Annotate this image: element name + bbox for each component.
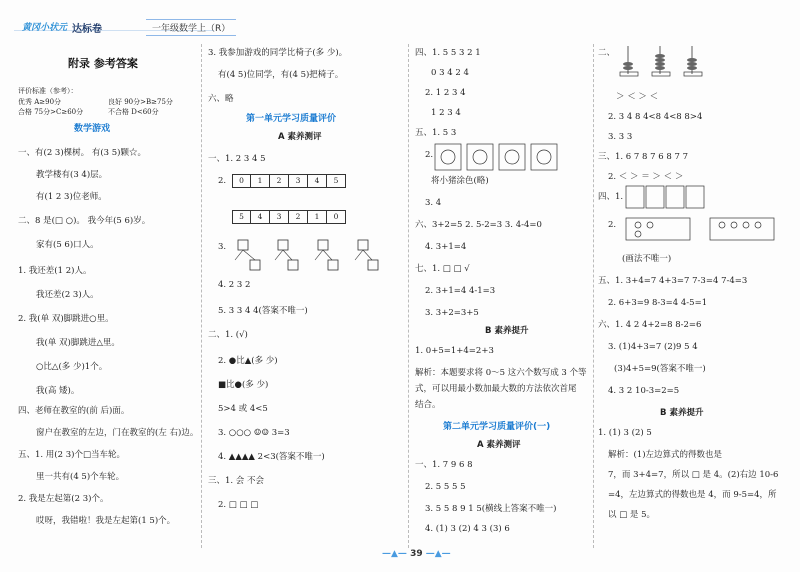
column-3 — [415, 44, 595, 552]
answer-line: 2. — [218, 176, 227, 186]
column-divider — [408, 44, 409, 548]
answer-line: 二、1. (√) — [208, 330, 248, 340]
answer-line: 1 2 3 4 — [431, 108, 461, 118]
grade-label: 一年级数学上（R） — [146, 19, 236, 36]
cell: 0 — [327, 210, 346, 224]
cell: 5 — [232, 210, 251, 224]
criteria-a: 优秀 A≥90分 — [18, 98, 62, 106]
brand-subtitle: 达标卷 — [72, 24, 102, 35]
answer-line: 结合。 — [415, 400, 441, 410]
cell: 5 — [327, 174, 346, 188]
cell: 1 — [308, 210, 327, 224]
answer-line: 3. 3 3 — [608, 132, 633, 142]
answer-line: 五、1. 5 3 — [415, 128, 457, 138]
subsection-a: A 素养测评 — [477, 440, 521, 450]
answer-line: 5>4 或 4<5 — [218, 404, 268, 414]
answer-line: 一、有(2 3)棵树。 有(3 5)颗☆。 — [18, 148, 147, 158]
answer-line: 四、老师在教室的(前 后)面。 — [18, 406, 130, 416]
cell: 3 — [270, 210, 289, 224]
subsection-b: B 素养提升 — [660, 408, 704, 418]
answer-line: 1. 0+5=1+4=2+3 — [415, 346, 494, 356]
brand-logo: 黄冈小状元 — [22, 23, 68, 33]
page-number — [382, 549, 451, 559]
page-number-value: 39 — [410, 549, 423, 559]
answer-line: 3. 5 5 8 9 1 5(横线上答案不唯一) — [425, 504, 557, 514]
answer-line: 窗户在教室的左边，门在教室的(左 右)边。 — [36, 428, 199, 438]
answer-line: 我还差(2 3)人。 — [36, 290, 99, 300]
answer-line: 2. 我是左起第(2 3)个。 — [18, 494, 109, 504]
answer-line: 0 3 4 2 4 — [431, 68, 469, 78]
number-line-cells — [232, 174, 346, 188]
answer-line: 3. 4 — [425, 198, 442, 208]
answer-line: 4. 2 3 2 — [218, 280, 251, 290]
column-4 — [598, 44, 783, 552]
subsection-b: B 素养提升 — [485, 326, 529, 336]
answer-line: =4，左边算式的得数也是 4，而 9-5=4，所 — [608, 490, 777, 500]
answer-line: (画法不唯一) — [622, 254, 672, 264]
answer-line: 教学楼有(3 4)层。 — [36, 170, 108, 180]
appendix-title: 附录 参考答案 — [68, 57, 138, 70]
answer-line: 2. 3+1=4 4-1=3 — [425, 286, 496, 296]
criteria-label: 评价标准（参考）： — [18, 87, 78, 95]
answer-line: 2. ＜ ＞ ＝ ＞ ＜ ＞ — [608, 172, 684, 182]
subsection-a: A 素养测评 — [278, 132, 322, 142]
answer-line: ■比●(多 少) — [218, 380, 269, 390]
answer-line: 一、1. 2 3 4 5 — [208, 154, 266, 164]
answer-line: 解析：(1)左边算式的得数也是 — [608, 450, 723, 460]
answer-line: 2. 6+3=9 8-3=4 4-5=1 — [608, 298, 708, 308]
answer-line: 三、1. 会 不会 — [208, 476, 265, 486]
cell: 0 — [232, 174, 251, 188]
answer-line: 3. — [218, 242, 227, 252]
answer-line: 4. 3 2 10-3=2=5 — [608, 386, 680, 396]
answer-line: 4. (1) 3 (2) 4 3 (3) 6 — [425, 524, 510, 534]
answer-line: 2. 5 5 5 5 — [425, 482, 466, 492]
answer-line: 以 □ 是 5。 — [608, 510, 656, 520]
answer-line: 2. 3 4 8 4<8 4<8 8>4 — [608, 112, 703, 122]
abacus-pictures — [620, 44, 730, 78]
criteria-d: 不合格 D<60分 — [108, 108, 159, 116]
answer-line: 2. ●比▲(多 少) — [218, 356, 278, 366]
footer-deco: —▲— — [382, 549, 411, 559]
answer-line: 4. 3+1=4 — [425, 242, 467, 252]
answer-line: 四、1. — [598, 192, 624, 202]
answer-line: 六、略 — [208, 94, 234, 104]
unit-section-title: 第一单元学习质量评价 — [246, 114, 337, 124]
answer-line: 1. (1) 3 (2) 5 — [598, 428, 652, 438]
answer-line: 2. □ □ □ — [218, 500, 259, 510]
answer-line: 3. ○○○ ☺☺ 3=3 — [218, 428, 290, 438]
answer-line: 2. — [608, 220, 617, 230]
answer-line: 二、8 是(□ ○)。 我今年(5 6)岁。 — [18, 216, 151, 226]
answer-line: 2. 我(单 双)脚跳进○里。 — [18, 314, 114, 324]
answer-line: 一、1. 7 9 6 8 — [415, 460, 473, 470]
answer-line: 五、1. 3+4=7 4+3=7 7-3=4 7-4=3 — [598, 276, 748, 286]
answer-line: 解析：本题要求将 0～5 这六个数写成 3 个等 — [415, 368, 587, 378]
cell: 3 — [289, 174, 308, 188]
cell: 4 — [251, 210, 270, 224]
answer-line: 1. 我还差(1 2)人。 — [18, 266, 92, 276]
unit-section-title: 第二单元学习质量评价(一) — [443, 422, 551, 432]
answer-line: 3. 3+2=3+5 — [425, 308, 479, 318]
cell: 1 — [251, 174, 270, 188]
split-diagram — [230, 240, 380, 270]
answer-line: 我(高 矮)。 — [36, 386, 80, 396]
sequence-cells — [232, 210, 346, 224]
answer-line: 我(单 双)脚跳进△里。 — [36, 338, 120, 348]
answer-line: 哎呀，我错啦！我是左起第(1 5)个。 — [36, 516, 176, 526]
cell: 2 — [289, 210, 308, 224]
answer-line: 六、3+2=5 2. 5-2=3 3. 4-4=0 — [415, 220, 542, 230]
dots-diagram — [626, 216, 776, 242]
answer-line: 四、1. 5 5 3 2 1 — [415, 48, 481, 58]
column-2 — [208, 44, 398, 552]
answer-line: 5. 3 3 4 4(答案不唯一) — [218, 306, 308, 316]
column-1 — [18, 44, 198, 552]
answer-line: 将小猪涂色(略) — [431, 176, 489, 186]
answer-line: ○比△(多 少)1个。 — [36, 362, 108, 372]
answer-line: 3. (1)4+3=7 (2)9 5 4 — [608, 342, 698, 352]
cell: 4 — [308, 174, 327, 188]
criteria-b: 良好 90分>B≥75分 — [108, 98, 173, 106]
answer-line: 二、 — [598, 48, 616, 58]
answer-line: 有(4 5)位同学，有(4 5)把椅子。 — [218, 70, 344, 80]
column-divider — [201, 44, 202, 548]
answer-line: (3)4+5=9(答案不唯一) — [614, 364, 706, 374]
answer-line: ＞ ＜ ＞ ＜ — [616, 92, 659, 102]
answer-line: 家有(5 6)口人。 — [36, 240, 99, 250]
criteria-c: 合格 75分>C≥60分 — [18, 108, 84, 116]
answer-line: 五、1. 用(2 3)个□当车轮。 — [18, 450, 125, 460]
answer-line: 六、1. 4 2 4+2=8 8-2=6 — [598, 320, 702, 330]
pairing-diagram — [626, 186, 706, 210]
answer-line: 三、1. 6 7 8 7 6 8 7 7 — [598, 152, 688, 162]
answer-line: 2. — [425, 150, 434, 160]
answer-line: 2. 1 2 3 4 — [425, 88, 466, 98]
animal-pictures — [435, 144, 565, 172]
section-title: 数学游戏 — [74, 124, 111, 134]
answer-line: 3. 我参加游戏的同学比椅子(多 少)。 — [208, 48, 348, 58]
answer-line: 有(1 2 3)位老师。 — [36, 192, 107, 202]
footer-deco: —▲— — [422, 549, 451, 559]
answer-line: 七、1. □ □ √ — [415, 264, 470, 274]
answer-line: 4. ▲▲▲▲ 2<3(答案不唯一) — [218, 452, 325, 462]
answer-line: 7，而 3+4=7，所以 □ 是 4。(2)右边 10-6 — [608, 470, 779, 480]
answer-line: 里一共有(4 5)个车轮。 — [36, 472, 125, 482]
cell: 2 — [270, 174, 289, 188]
answer-line: 式，可以用最小数加最大数的方法依次首尾 — [415, 384, 577, 394]
